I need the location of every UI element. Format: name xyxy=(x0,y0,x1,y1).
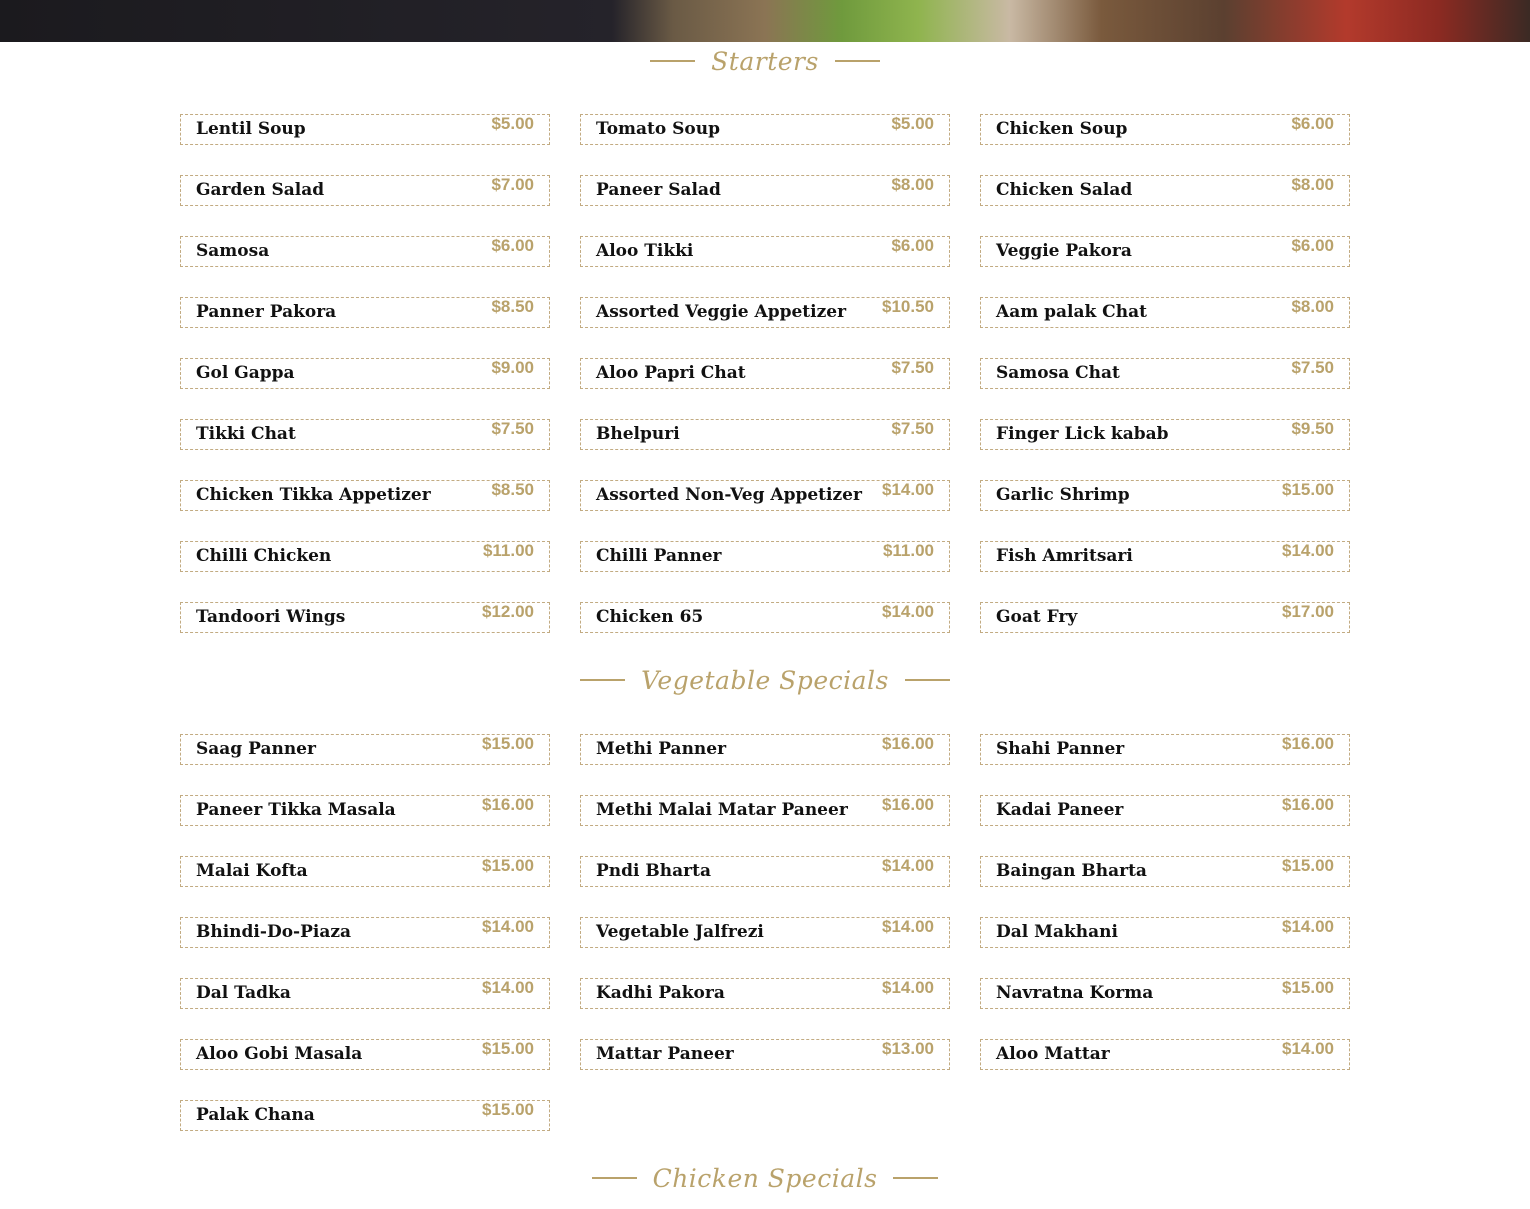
menu-item-price: $5.00 xyxy=(891,114,934,133)
menu-item-name: Tandoori Wings xyxy=(196,607,346,627)
menu-item-name: Methi Malai Matar Paneer xyxy=(596,800,848,820)
menu-item-price: $8.50 xyxy=(491,297,534,316)
menu-item-price: $14.00 xyxy=(882,917,934,936)
menu-item-name: Chilli Panner xyxy=(596,546,722,566)
menu-item-price: $11.00 xyxy=(482,541,534,560)
menu-item-price: $15.00 xyxy=(482,734,534,753)
menu-item-price: $6.00 xyxy=(1291,114,1334,133)
menu-item xyxy=(580,297,950,328)
menu-item-price: $6.00 xyxy=(891,236,934,255)
menu-item-price: $14.00 xyxy=(482,917,534,936)
menu-item-name: Garlic Shrimp xyxy=(996,485,1130,505)
menu-item-name: Gol Gappa xyxy=(196,363,295,383)
menu-item xyxy=(580,978,950,1009)
menu-item-name: Samosa xyxy=(196,241,270,261)
menu-item xyxy=(980,856,1350,887)
menu-item-name: Dal Makhani xyxy=(996,922,1118,942)
menu-item-name: Paneer Salad xyxy=(596,180,721,200)
menu-item-price: $14.00 xyxy=(882,602,934,621)
menu-item-name: Assorted Veggie Appetizer xyxy=(596,302,847,322)
menu-item-price: $15.00 xyxy=(482,1039,534,1058)
menu-item-name: Chilli Chicken xyxy=(196,546,332,566)
menu-item-price: $15.00 xyxy=(1282,978,1334,997)
menu-item-name: Goat Fry xyxy=(996,607,1078,627)
menu-item-name: Baingan Bharta xyxy=(996,861,1147,881)
menu-item-name: Palak Chana xyxy=(196,1105,315,1125)
menu-item-name: Pndi Bharta xyxy=(596,861,711,881)
menu-item xyxy=(580,419,950,450)
menu-item-name: Aloo Gobi Masala xyxy=(196,1044,363,1064)
menu-item-price: $12.00 xyxy=(482,602,534,621)
menu-item-name: Assorted Non-Veg Appetizer xyxy=(596,485,862,505)
menu-item-price: $7.50 xyxy=(491,419,534,438)
menu-item-price: $14.00 xyxy=(1282,917,1334,936)
menu-item-price: $16.00 xyxy=(482,795,534,814)
menu-item-name: Aam palak Chat xyxy=(996,302,1147,322)
menu-item-price: $14.00 xyxy=(1282,541,1334,560)
menu-item-name: Chicken Tikka Appetizer xyxy=(196,485,431,505)
menu-item-price: $10.50 xyxy=(882,297,934,316)
section-heading-starters xyxy=(0,44,1530,78)
divider xyxy=(835,60,880,62)
menu-item xyxy=(580,734,950,765)
menu-item-name: Chicken 65 xyxy=(596,607,704,627)
menu-item-name: Lentil Soup xyxy=(196,119,306,139)
section-heading-chicken-specials xyxy=(0,1161,1530,1195)
menu-item xyxy=(180,114,550,145)
menu-item xyxy=(180,358,550,389)
divider xyxy=(905,679,950,681)
menu-item-price: $14.00 xyxy=(482,978,534,997)
menu-item xyxy=(980,602,1350,633)
menu-item xyxy=(580,236,950,267)
menu-item-price: $14.00 xyxy=(882,856,934,875)
section-title: Chicken Specials xyxy=(652,1163,878,1193)
menu-item-price: $7.00 xyxy=(491,175,534,194)
menu-item xyxy=(580,114,950,145)
menu-item xyxy=(180,602,550,633)
menu-item-price: $14.00 xyxy=(1282,1039,1334,1058)
menu-item xyxy=(580,1039,950,1070)
menu-item-name: Chicken Soup xyxy=(996,119,1128,139)
menu-item xyxy=(980,358,1350,389)
menu-item-price: $8.50 xyxy=(491,480,534,499)
menu-item-name: Tikki Chat xyxy=(196,424,296,444)
vegetable-specials-menu-grid xyxy=(180,734,1350,1131)
hero-banner-image xyxy=(0,0,1530,42)
menu-item xyxy=(580,480,950,511)
menu-item-price: $7.50 xyxy=(891,358,934,377)
menu-item xyxy=(180,297,550,328)
menu-item xyxy=(980,541,1350,572)
menu-item-price: $16.00 xyxy=(882,734,934,753)
menu-item xyxy=(580,856,950,887)
menu-item xyxy=(980,114,1350,145)
menu-item-price: $16.00 xyxy=(1282,734,1334,753)
menu-item-price: $16.00 xyxy=(1282,795,1334,814)
menu-item xyxy=(180,856,550,887)
menu-item-price: $8.00 xyxy=(891,175,934,194)
menu-item-price: $14.00 xyxy=(882,480,934,499)
divider xyxy=(893,1177,938,1179)
menu-item-name: Aloo Tikki xyxy=(596,241,694,261)
menu-item-price: $15.00 xyxy=(482,856,534,875)
menu-item xyxy=(580,358,950,389)
menu-item-name: Veggie Pakora xyxy=(996,241,1132,261)
menu-item-name: Navratna Korma xyxy=(996,983,1154,1003)
menu-item xyxy=(180,175,550,206)
menu-item xyxy=(980,175,1350,206)
menu-item-name: Bhelpuri xyxy=(596,424,680,444)
menu-item-name: Panner Pakora xyxy=(196,302,337,322)
menu-item-price: $14.00 xyxy=(882,978,934,997)
menu-item-name: Kadhi Pakora xyxy=(596,983,725,1003)
menu-item-price: $9.50 xyxy=(1291,419,1334,438)
menu-item xyxy=(180,795,550,826)
menu-item-name: Vegetable Jalfrezi xyxy=(596,922,764,942)
menu-item xyxy=(980,419,1350,450)
menu-item xyxy=(180,236,550,267)
menu-item-name: Mattar Paneer xyxy=(596,1044,734,1064)
divider xyxy=(580,679,625,681)
menu-item-name: Fish Amritsari xyxy=(996,546,1133,566)
menu-item-name: Bhindi-Do-Piaza xyxy=(196,922,352,942)
menu-item-name: Samosa Chat xyxy=(996,363,1120,383)
menu-item-name: Saag Panner xyxy=(196,739,316,759)
menu-item-name: Paneer Tikka Masala xyxy=(196,800,396,820)
menu-item-price: $7.50 xyxy=(1291,358,1334,377)
menu-item-price: $15.00 xyxy=(1282,856,1334,875)
menu-item-name: Malai Kofta xyxy=(196,861,308,881)
menu-item-name: Methi Panner xyxy=(596,739,727,759)
menu-item-price: $17.00 xyxy=(1282,602,1334,621)
menu-item xyxy=(980,297,1350,328)
menu-item-price: $5.00 xyxy=(491,114,534,133)
menu-item-name: Kadai Paneer xyxy=(996,800,1124,820)
menu-item-name: Aloo Mattar xyxy=(996,1044,1110,1064)
menu-item xyxy=(580,541,950,572)
menu-item xyxy=(980,978,1350,1009)
menu-item xyxy=(980,1039,1350,1070)
menu-item-price: $9.00 xyxy=(491,358,534,377)
menu-item-price: $7.50 xyxy=(891,419,934,438)
section-title: Vegetable Specials xyxy=(641,665,889,695)
menu-item xyxy=(180,917,550,948)
menu-item xyxy=(980,236,1350,267)
menu-item xyxy=(180,1100,550,1131)
menu-item-price: $15.00 xyxy=(482,1100,534,1119)
menu-item-price: $8.00 xyxy=(1291,297,1334,316)
starters-menu-grid xyxy=(180,114,1350,633)
menu-item-price: $6.00 xyxy=(491,236,534,255)
menu-item-price: $6.00 xyxy=(1291,236,1334,255)
menu-item-price: $11.00 xyxy=(882,541,934,560)
menu-item xyxy=(980,480,1350,511)
menu-item-price: $15.00 xyxy=(1282,480,1334,499)
menu-item xyxy=(580,795,950,826)
menu-item-price: $13.00 xyxy=(882,1039,934,1058)
menu-item xyxy=(980,734,1350,765)
menu-item-name: Tomato Soup xyxy=(596,119,721,139)
menu-item xyxy=(580,602,950,633)
section-title: Starters xyxy=(711,46,819,76)
menu-item-name: Garden Salad xyxy=(196,180,325,200)
menu-item-name: Aloo Papri Chat xyxy=(596,363,746,383)
menu-item-price: $8.00 xyxy=(1291,175,1334,194)
menu-item-price: $16.00 xyxy=(882,795,934,814)
menu-item-name: Dal Tadka xyxy=(196,983,291,1003)
menu-item xyxy=(180,978,550,1009)
menu-item-name: Finger Lick kabab xyxy=(996,424,1169,444)
menu-item-name: Shahi Panner xyxy=(996,739,1125,759)
section-heading-vegetable-specials xyxy=(0,663,1530,697)
menu-item xyxy=(980,795,1350,826)
menu-item xyxy=(180,541,550,572)
menu-item xyxy=(980,917,1350,948)
menu-item xyxy=(180,419,550,450)
menu-item-name: Chicken Salad xyxy=(996,180,1133,200)
menu-item xyxy=(580,175,950,206)
menu-item xyxy=(580,917,950,948)
divider xyxy=(650,60,695,62)
menu-item xyxy=(180,480,550,511)
menu-item xyxy=(180,1039,550,1070)
divider xyxy=(592,1177,637,1179)
menu-item xyxy=(180,734,550,765)
